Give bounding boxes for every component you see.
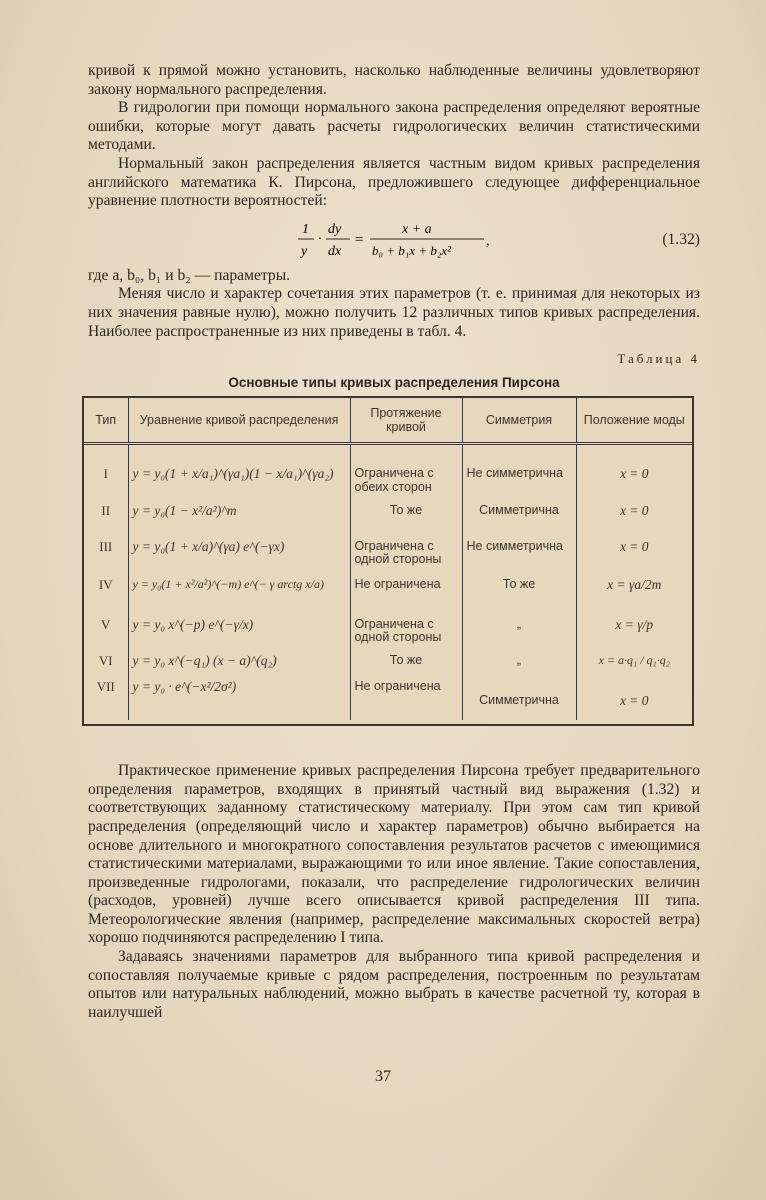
paragraph-6: Задаваясь значениями параметров для выбранного типа кривой распределения и сопоставляя получаемые кривые с рядом распределения, построенным по результатам опытов или натуральных наблюдений, можно выбрать в качестве расчетной ту, которая в наилучшей xyxy=(88,948,700,1021)
row-type: IV xyxy=(84,578,128,618)
formula-1-32 xyxy=(88,217,700,265)
row-extent: Ограничена с обеих сторон xyxy=(350,444,462,504)
formula-svg xyxy=(298,219,498,265)
row-mode: x = 0 xyxy=(619,538,649,554)
row-extent: Не ограничена xyxy=(350,578,462,618)
table-title: Основные типы кривых распределения Пирсона xyxy=(228,375,560,391)
paragraph-2: В гидрологии при помощи нормального закона распределения определяют вероятные ошибки, которые могут давать расчеты гидрологических величин статистическими методами. xyxy=(88,99,700,154)
row-extent: Ограничена с одной стороны xyxy=(350,618,462,654)
row-type: V xyxy=(84,618,128,654)
row-type: VI xyxy=(84,654,128,680)
row-extent: То же xyxy=(350,654,462,680)
pearson-differential-equation xyxy=(298,219,498,270)
rhs-denominator: b₀ + b₁x + b₂x² xyxy=(372,242,452,258)
table-row xyxy=(84,680,692,720)
svg-text:,: , xyxy=(486,233,490,249)
row-equation: y = y₀(1 + x²/a²)^(−m) e^(− γ arctg x/a) xyxy=(128,578,350,618)
table-row xyxy=(84,618,692,654)
row-mode: x = γ/p xyxy=(615,616,654,632)
header-mode: Положение моды xyxy=(576,398,692,444)
equation-number: (1.32) xyxy=(662,230,700,248)
paragraph-4: Меняя число и характер сочетания этих параметров (т. е. принимая для некоторых из них значения равные нулю), можно получить 12 различных типов кривых распределения. Наиболее распространенные из них приведены в табл. 4. xyxy=(88,285,700,340)
row-extent: То же xyxy=(350,504,462,540)
row-equation: y = y₀(1 + x/a)^(γa) e^(−γx) xyxy=(128,540,350,578)
row-symmetry: Симметрична xyxy=(462,504,576,540)
row-type: III xyxy=(84,540,128,578)
header-symmetry: Симметрия xyxy=(462,398,576,444)
header-type: Тип xyxy=(84,398,128,444)
table xyxy=(84,398,692,720)
paragraph-3: Нормальный закон распределения является частным видом кривых распределения английского математика К. Пирсона, предложившего следующее дифференциальное уравнение плотности вероятностей: xyxy=(88,154,700,210)
row-mode: x = 0 xyxy=(619,692,649,708)
row-equation: y = y₀ x^(−p) e^(−γ/x) xyxy=(128,618,350,654)
pearson-types-table xyxy=(82,396,694,726)
row-type: I xyxy=(84,444,128,504)
lhs-dx: dx xyxy=(328,243,342,259)
paragraph-5: Практическое применение кривых распределения Пирсона требует предварительного определения параметров, входящих в принятый частный вид выражения (1.32) и соответствующих заданному статистическому материалу. При этом сам тип кривой распределения (определяющий число и характер параметров) обычно выбирается на основе длительного и многократного сопоставления результатов расчетов с имеющимися статистическими материалами, выражающими то или иное явление. Такие сопоставления, произведенные гидрологами, показали, что распределение гидрологических величин (расходов, уровней) лучше всего описывается кривой распределения III типа. Метеорологические явления (например, распределение максимальных скоростей ветра) хорошо подчиняются распределению I типа. xyxy=(88,762,700,947)
row-mode: x = 0 xyxy=(619,466,649,482)
header-equation: Уравнение кривой распределения xyxy=(128,398,350,444)
row-symmetry: „ xyxy=(462,618,576,654)
table-header-row xyxy=(84,398,692,444)
row-equation: y = y₀(1 + x/a₁)^(γa₁)(1 − x/a₁)^(γa₂) xyxy=(128,444,350,504)
lhs-y: y xyxy=(301,243,308,259)
row-mode: x = 0 xyxy=(619,502,649,518)
row-mode: x = γa/2m xyxy=(607,576,662,592)
row-extent: Ограничена с одной стороны xyxy=(350,540,462,578)
parameters-sentence: где a, b₀, b₁ и b₂ — параметры. xyxy=(88,266,291,284)
table-row xyxy=(84,540,692,578)
row-symmetry: Не симметрична xyxy=(462,444,576,504)
table-label: Таблица 4 xyxy=(617,351,700,367)
row-type: II xyxy=(84,504,128,540)
row-equation: y = y₀ x^(−q₁) (x − a)^(q₂) xyxy=(128,654,350,680)
row-symmetry: То же xyxy=(462,578,576,618)
row-symmetry: „ xyxy=(462,654,576,680)
svg-text:·: · xyxy=(318,231,322,247)
row-type: VII xyxy=(84,680,128,720)
rhs-numerator: x + a xyxy=(402,221,432,237)
lhs-one: 1 xyxy=(302,221,309,237)
row-equation: y = y₀ · e^(−x²/2σ²) xyxy=(128,680,350,720)
row-symmetry: Симметрична xyxy=(462,680,576,720)
row-extent: Не ограничена xyxy=(350,680,462,720)
table-row xyxy=(84,654,692,680)
header-extent: Протяжение кривой xyxy=(350,398,462,444)
svg-text:=: = xyxy=(354,231,365,248)
paragraph-1: кривой к прямой можно установить, насколько наблюденные величины удовлетворяют закону нормального распределения. xyxy=(88,62,700,98)
row-equation: y = y₀(1 − x²/a²)^m xyxy=(128,504,350,540)
table-row xyxy=(84,444,692,504)
table-row xyxy=(84,578,692,618)
lhs-dy: dy xyxy=(328,221,342,237)
row-mode: x = a·q₁ / q₁·q₂ xyxy=(598,652,670,667)
row-symmetry: Не симметрична xyxy=(462,540,576,578)
table-row xyxy=(84,504,692,540)
page-number: 37 xyxy=(375,1068,391,1085)
